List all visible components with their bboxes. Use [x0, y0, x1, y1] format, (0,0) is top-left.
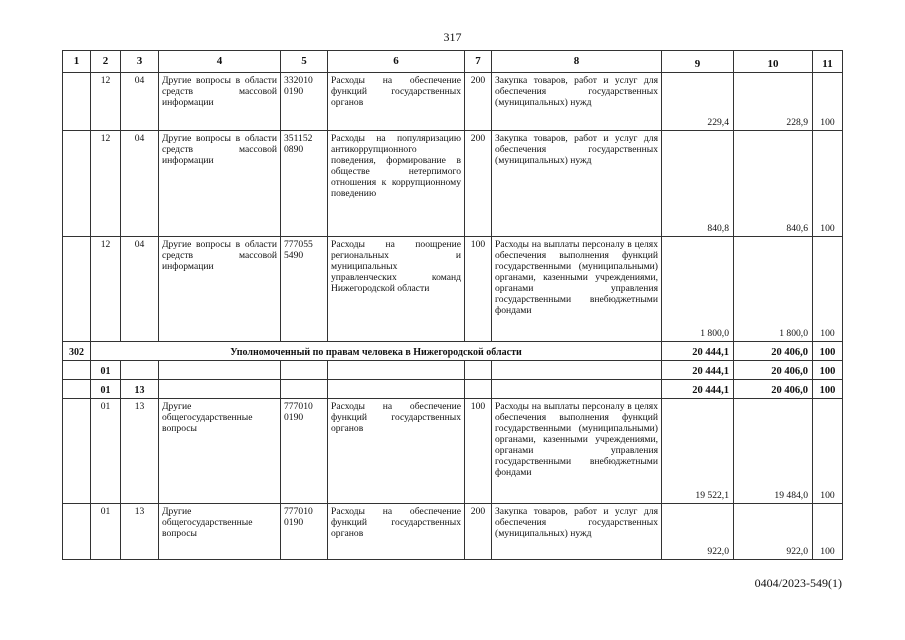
empty-cell: [465, 380, 492, 399]
table-row: [63, 73, 843, 131]
cell-percent: 100: [813, 73, 843, 131]
cell-section: 01: [91, 399, 121, 504]
empty-cell: [63, 361, 91, 380]
table-row: [63, 399, 843, 504]
cell-actual: 228,9: [734, 73, 813, 131]
cell-subsection: 04: [121, 237, 159, 342]
col-header-4: 4: [159, 51, 281, 73]
table-row: [63, 237, 843, 342]
cell-percent: 100: [813, 131, 843, 237]
subsection-row: [63, 380, 843, 399]
col-header-8: 8: [492, 51, 662, 73]
col-header-10: 10: [734, 51, 813, 73]
cell-target-name: Расходы на обеспечение функций государственных органов: [328, 73, 465, 131]
cell-actual: 19 484,0: [734, 399, 813, 504]
empty-cell: [328, 361, 465, 380]
cell-target-code: 777010 0190: [281, 399, 328, 504]
subsection-code: 13: [121, 380, 159, 399]
cell-subsection: 13: [121, 504, 159, 560]
ministry-row: [63, 342, 843, 361]
col-header-9: 9: [662, 51, 734, 73]
empty-cell: [328, 380, 465, 399]
cell-expense-name: Закупка товаров, работ и услуг для обеспечения государственных (муниципальных) нужд: [492, 73, 662, 131]
cell-subsection: 04: [121, 131, 159, 237]
cell-subsection: 04: [121, 73, 159, 131]
section-plan: 20 444,1: [662, 361, 734, 380]
cell-plan: 922,0: [662, 504, 734, 560]
col-header-1: 1: [63, 51, 91, 73]
cell-expense-type: 200: [465, 504, 492, 560]
cell-target-code: 351152 0890: [281, 131, 328, 237]
cell-c1: [63, 399, 91, 504]
cell-expense-name: Закупка товаров, работ и услуг для обеспечения государственных (муниципальных) нужд: [492, 504, 662, 560]
header-row: [63, 51, 843, 73]
cell-expense-type: 100: [465, 399, 492, 504]
cell-subsection-name: Другие вопросы в области средств массовой информации: [159, 237, 281, 342]
page-number: 317: [443, 30, 462, 44]
cell-c1: [63, 73, 91, 131]
cell-expense-type: 200: [465, 73, 492, 131]
subsection-plan: 20 444,1: [662, 380, 734, 399]
cell-expense-name: Расходы на выплаты персоналу в целях обеспечения выполнения функций государственными (муниципальными) органами, казенными учреждениями, органами управления государственными внебюджетными фондами: [492, 399, 662, 504]
subsection-section-code: 01: [91, 380, 121, 399]
cell-target-name: Расходы на обеспечение функций государственных органов: [328, 399, 465, 504]
empty-cell: [159, 380, 281, 399]
cell-plan: 840,8: [662, 131, 734, 237]
col-header-2: 2: [91, 51, 121, 73]
section-code: 01: [91, 361, 121, 380]
ministry-name: Уполномоченный по правам человека в Нижегородской области: [91, 342, 662, 361]
ministry-actual: 20 406,0: [734, 342, 813, 361]
subsection-actual: 20 406,0: [734, 380, 813, 399]
empty-cell: [121, 361, 159, 380]
cell-actual: 922,0: [734, 504, 813, 560]
subsection-percent: 100: [813, 380, 843, 399]
document-code: 0404/2023-549(1): [754, 576, 842, 590]
cell-target-name: Расходы на обеспечение функций государственных органов: [328, 504, 465, 560]
cell-expense-name: Закупка товаров, работ и услуг для обеспечения государственных (муниципальных) нужд: [492, 131, 662, 237]
empty-cell: [492, 380, 662, 399]
cell-target-code: 332010 0190: [281, 73, 328, 131]
cell-percent: 100: [813, 399, 843, 504]
section-percent: 100: [813, 361, 843, 380]
col-header-5: 5: [281, 51, 328, 73]
empty-cell: [281, 380, 328, 399]
cell-subsection-name: Другие вопросы в области средств массовой информации: [159, 73, 281, 131]
col-header-3: 3: [121, 51, 159, 73]
cell-subsection: 13: [121, 399, 159, 504]
table-row: [63, 504, 843, 560]
cell-plan: 19 522,1: [662, 399, 734, 504]
cell-section: 12: [91, 237, 121, 342]
empty-cell: [492, 361, 662, 380]
cell-expense-type: 100: [465, 237, 492, 342]
cell-plan: 1 800,0: [662, 237, 734, 342]
cell-c1: [63, 504, 91, 560]
cell-percent: 100: [813, 237, 843, 342]
cell-target-name: Расходы на популяризацию антикоррупционного поведения, формирование в обществе нетерпимого отношения к коррупционному поведению: [328, 131, 465, 237]
cell-section: 12: [91, 73, 121, 131]
ministry-plan: 20 444,1: [662, 342, 734, 361]
empty-cell: [159, 361, 281, 380]
cell-section: 01: [91, 504, 121, 560]
col-header-11: 11: [813, 51, 843, 73]
cell-actual: 840,6: [734, 131, 813, 237]
section-actual: 20 406,0: [734, 361, 813, 380]
empty-cell: [281, 361, 328, 380]
section-row: [63, 361, 843, 380]
cell-percent: 100: [813, 504, 843, 560]
cell-actual: 1 800,0: [734, 237, 813, 342]
cell-target-code: 777055 5490: [281, 237, 328, 342]
ministry-code: 302: [63, 342, 91, 361]
cell-expense-name: Расходы на выплаты персоналу в целях обеспечения выполнения функций государственными (муниципальными) органами, казенными учреждениями, органами управления государственными внебюджетными фондами: [492, 237, 662, 342]
empty-cell: [63, 380, 91, 399]
cell-plan: 229,4: [662, 73, 734, 131]
cell-subsection-name: Другие вопросы в области средств массовой информации: [159, 131, 281, 237]
cell-c1: [63, 131, 91, 237]
cell-expense-type: 200: [465, 131, 492, 237]
cell-subsection-name: Другие общегосударственные вопросы: [159, 399, 281, 504]
cell-subsection-name: Другие общегосударственные вопросы: [159, 504, 281, 560]
cell-section: 12: [91, 131, 121, 237]
empty-cell: [465, 361, 492, 380]
col-header-6: 6: [328, 51, 465, 73]
cell-target-name: Расходы на поощрение региональных и муниципальных управленческих команд Нижегородской области: [328, 237, 465, 342]
budget-table: [62, 50, 843, 560]
ministry-percent: 100: [813, 342, 843, 361]
cell-target-code: 777010 0190: [281, 504, 328, 560]
cell-c1: [63, 237, 91, 342]
col-header-7: 7: [465, 51, 492, 73]
table-row: [63, 131, 843, 237]
